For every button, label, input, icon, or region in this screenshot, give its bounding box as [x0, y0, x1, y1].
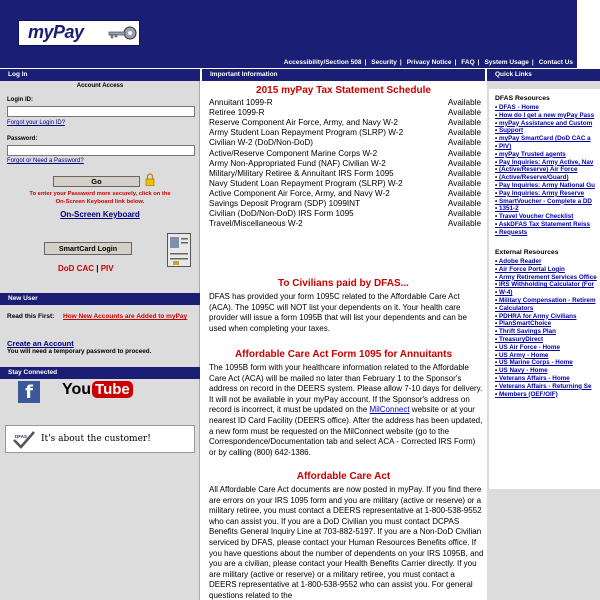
customer-banner[interactable]	[5, 425, 195, 453]
dfas-resources-heading: DFAS Resources	[495, 95, 550, 102]
external-link[interactable]: • Calculators	[495, 305, 600, 313]
nav-security[interactable]: Security	[371, 59, 397, 66]
external-link[interactable]: • Military Compensation - Retirem	[495, 297, 600, 305]
read-first-label: Read this First:	[7, 313, 55, 320]
schedule-row-name: Travel/Miscellaneous W-2	[209, 219, 303, 229]
dfas-link[interactable]: • (Active/Reserve/Guard)	[495, 174, 600, 182]
schedule-row-status: Available	[447, 148, 481, 158]
dfas-link[interactable]: • myPay Trusted agents	[495, 151, 600, 159]
go-button[interactable]: Go	[53, 176, 140, 187]
external-link[interactable]: • IRS Withholding Calculator (For	[495, 281, 600, 289]
schedule-row-name: Civilian W-2 (DoD/Non-DoD)	[209, 138, 314, 148]
dfas-check-icon	[11, 429, 37, 451]
schedule-row-name: Military/Military Retiree & Annuitant IRS Form 1095	[209, 168, 394, 178]
annuitants-title: Affordable Care Act Form 1095 for Annuitants	[234, 349, 453, 360]
schedule-row-status: Available	[447, 138, 481, 148]
dfas-link[interactable]: • PIV)	[495, 143, 600, 151]
external-link[interactable]: • PlanSmartChoice	[495, 320, 600, 328]
dfas-link[interactable]: • Pay Inquiries: Army Reserve	[495, 190, 600, 198]
milconnect-link[interactable]: MilConnect	[369, 405, 410, 415]
schedule-title: 2015 myPay Tax Statement Schedule	[256, 85, 431, 96]
schedule-row-status: Available	[447, 128, 481, 138]
card-types: DoD CAC | PIV	[58, 264, 114, 273]
password-input[interactable]	[7, 145, 195, 156]
secure-note-1: To enter your Password more securely, click on the	[29, 191, 171, 197]
piv-label: PIV	[100, 264, 114, 273]
dfas-link[interactable]: • SmartVoucher - Complete a DD	[495, 198, 600, 206]
schedule-row-name: Retiree 1099-R	[209, 108, 265, 118]
external-link[interactable]: • Thrift Savings Plan	[495, 328, 600, 336]
nav-faq[interactable]: FAQ	[461, 59, 475, 66]
nav-contact[interactable]: Contact Us	[538, 59, 573, 66]
dfas-link[interactable]: • Pay Inquiries: Army National Gu	[495, 182, 600, 190]
dfas-link[interactable]: • 1351-2	[495, 205, 600, 213]
schedule-row-name: Savings Deposit Program (SDP) 1099INT	[209, 199, 361, 208]
login-id-input[interactable]	[7, 106, 195, 117]
external-link[interactable]: • Veterans Affairs - Home	[495, 375, 600, 383]
schedule-row-name: Reserve Component Air Force, Army, and Navy W-2	[209, 118, 398, 128]
facebook-icon[interactable]: f	[18, 381, 40, 403]
civilians-body: DFAS has provided your form 1095C related to the Affordable Care Act (ACA). The 1095C will NOT list your dependents on it. Your health care provider will issue a form 1095B that will list your dependents and can be used when completing your taxes.	[209, 292, 467, 333]
external-resources-heading: External Resources	[495, 249, 559, 256]
dod-cac-label: DoD CAC	[58, 264, 94, 273]
left-column	[0, 81, 200, 600]
quick-links-column	[487, 81, 600, 600]
mypay-logo[interactable]	[18, 20, 140, 46]
external-link[interactable]: • US Army - Home	[495, 352, 600, 360]
logo-text: myPay	[28, 22, 84, 42]
aca-title: Affordable Care Act	[296, 471, 391, 482]
schedule-row-status: Available	[447, 209, 481, 219]
stay-connected-header: Stay Connected	[0, 367, 200, 379]
dfas-link[interactable]: • (Active/Reserve) Air Force	[495, 166, 600, 174]
schedule-row-status: Available	[447, 158, 481, 168]
temp-password-note: You will need a temporary password to proceed.	[7, 348, 152, 355]
schedule-row-name: Active/Reserve Component Marine Corps W-2	[209, 148, 378, 158]
external-link[interactable]: • Adobe Reader	[495, 258, 600, 266]
schedule-row-name: Annuitant 1099-R	[209, 98, 273, 107]
login-id-label: Login ID:	[7, 97, 33, 103]
dfas-link[interactable]: • myPay SmartCard (DoD CAC a	[495, 135, 600, 143]
schedule-row-status: Available	[447, 219, 481, 229]
dfas-link[interactable]: • How do I get a new myPay Pass	[495, 112, 600, 120]
external-link[interactable]: • PDHRA for Army Civilians	[495, 313, 600, 321]
schedule-row-status: Available	[447, 188, 481, 198]
external-link[interactable]: • Army Retirement Services Office	[495, 274, 600, 282]
external-link[interactable]: • US Navy - Home	[495, 367, 600, 375]
external-link[interactable]: • Veterans Affairs - Returning Se	[495, 383, 600, 391]
id-card-icon	[167, 233, 191, 267]
quick-links-panel	[489, 89, 600, 489]
youtube-icon[interactable]: You Tube	[62, 381, 133, 403]
dfas-link[interactable]: • Support	[495, 127, 600, 135]
key-icon	[107, 25, 137, 41]
top-navigation: Accessibility/Section 508 | Security | Privacy Notice | FAQ | System Usage | Contact Us	[283, 59, 573, 66]
schedule-row-status: Available	[447, 178, 481, 188]
dfas-link[interactable]: • DFAS - Home	[495, 104, 600, 112]
aca-body: All Affordable Care Act documents are now posted in myPay. If you find there are errors on your IRS 1095 form and you are military (active or reserve) or a military retiree, you must contact a DEERS representative at 1-800-538-9552 who can assist you. If you are a DoD Civilian you must contact DCPAS Benefits General Inquiry Line at 703-882-5197. If you are a Non-DoD Civilian serviced by DFAS, please contact your Human Resources Benefits office. If you have questions about the number of dependents on your IRS 1095B, and you are a civilian, please contact your Health Benefits Carrier directly. If you are military (active or reserve) or a military retiree, you must contact a DEERS representative at 1-800-538-9552 who can assist you. For general questions related to the	[209, 485, 484, 600]
password-label: Password:	[7, 136, 38, 142]
external-link[interactable]: • US Air Force - Home	[495, 344, 600, 352]
schedule-row-name: Civilian (DoD/Non-DoD) IRS Form 1095	[209, 209, 354, 219]
dfas-link[interactable]: • myPay Assistance and Custom	[495, 120, 600, 128]
external-link[interactable]: • US Marine Corps - Home	[495, 359, 600, 367]
how-accounts-added-link[interactable]: How New Accounts are Added to myPay	[63, 313, 188, 320]
external-link[interactable]: • TreasuryDirect	[495, 336, 600, 344]
civilians-title: To Civilians paid by DFAS...	[278, 278, 409, 289]
dfas-link[interactable]: • Pay Inquiries: Army Active, Nav	[495, 159, 600, 167]
smartcard-login-button[interactable]: SmartCard Login	[44, 242, 132, 255]
customer-slogan: It's about the customer!	[41, 434, 151, 444]
external-link[interactable]: • W-4)	[495, 289, 600, 297]
forgot-login-link[interactable]: Forgot your Login ID?	[7, 120, 66, 126]
forgot-password-link[interactable]: Forgot or Need a Password?	[7, 158, 84, 164]
secure-note-2: On-Screen Keyboard link below.	[55, 199, 145, 205]
quick-links-header: Quick Links	[487, 69, 600, 81]
new-user-header: New User	[0, 293, 200, 305]
schedule-row-name: Army Student Loan Repayment Program (SLRP) W-2	[209, 128, 404, 138]
dfas-link[interactable]: • Requests	[495, 229, 600, 237]
schedule-row-status: Available	[447, 108, 481, 118]
site-header	[0, 0, 577, 68]
important-info-panel	[202, 81, 485, 600]
annuitants-body: The 1095B form with your healthcare information related to the Affordable Care Act (ACA) will be mailed no later than February 1 to the Sponsor's address on record in the DEERS system. Please allow 7-10 days for delivery. It will not be available in your myPay account. If the Sponsor's address on record is incorrect, it must be updated on the MilConnect website or at your nearest ID Card Facility (DEERS office). After the address has been updated, a new form must be requested on the MilConnect website (go to the Correspondence/Documentation tab and select ACA - Corrected IRS Form) or by calling (800) 642-1386.	[209, 363, 483, 457]
dfas-link[interactable]: • Travel Voucher Checklist	[495, 213, 600, 221]
nav-accessibility[interactable]: Accessibility/Section 508	[283, 59, 362, 66]
important-info-header: Important Information	[202, 69, 485, 81]
schedule-row-name: Active Component Air Force, Army, and Navy W-2	[209, 188, 390, 198]
schedule-row-status: Available	[447, 199, 481, 208]
onscreen-keyboard-link[interactable]: On-Screen Keyboard	[60, 210, 140, 219]
schedule-row-status: Available	[447, 98, 481, 107]
schedule-row-status: Available	[447, 168, 481, 178]
account-access-title: Account Access	[76, 83, 124, 89]
external-link[interactable]: • Members (OEF/OIF)	[495, 391, 600, 399]
nav-system-usage[interactable]: System Usage	[484, 59, 529, 66]
schedule-row-name: Army Non-Appropriated Fund (NAF) Civilian W-2	[209, 158, 386, 168]
create-account-link[interactable]: Create an Account	[7, 339, 74, 348]
schedule-row-name: Navy Student Loan Repayment Program (SLRP) W-2	[209, 178, 403, 188]
padlock-icon	[145, 173, 155, 186]
external-link[interactable]: • Air Force Portal Login	[495, 266, 600, 274]
nav-privacy[interactable]: Privacy Notice	[406, 59, 452, 66]
dfas-link[interactable]: • AskDFAS Tax Statement Reiss	[495, 221, 600, 229]
dfas-label: DFAS	[15, 434, 28, 439]
schedule-row-status: Available	[447, 118, 481, 128]
login-header: Log In	[0, 69, 200, 81]
